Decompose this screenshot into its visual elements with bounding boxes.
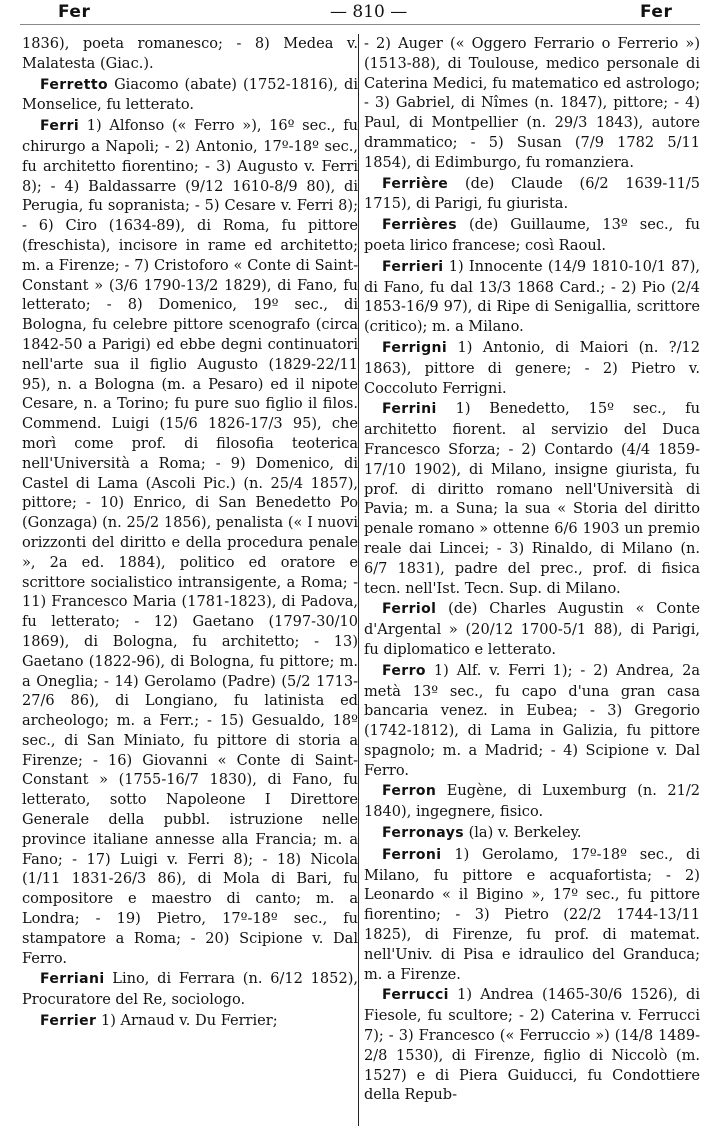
entry-headword: Ferrucci (382, 987, 449, 1004)
entry-text: Eugène, di Luxemburg (n. 21/2 1840), ingegnere, fisico. (364, 782, 701, 821)
entry-headword: Ferri (40, 118, 80, 135)
entry-text: Lino, di Ferrara (n. 6/12 1852), Procuratore del Re, sociologo. (22, 970, 358, 1009)
entry (22, 116, 358, 968)
entry (364, 599, 700, 659)
entry (364, 845, 700, 985)
entry (364, 399, 700, 598)
entry-headword: Ferrière (382, 175, 449, 192)
entry-headword: Ferrigni (382, 339, 448, 356)
entry-headword: Ferrières (382, 217, 457, 234)
entry-text: 1) Benedetto, 15º sec., fu architetto fiorent. al servizio del Duca Francesco Sforza; - 2) Contardo (4/4 1859-17/10 1902), di Milano, insigne giurista, fu prof. di diritto romano nell'Università di Pavia; m. a Suna; la sua « Storia del diritto penale romano » ottenne 6/6 1903 un premio reale dai Lincei; - 3) Rinaldo, di Milano (n. 6/7 1831), padre del prec., prof. di fisica tecn. nell'Ist. Tecn. Sup. di Milano. (364, 400, 701, 597)
entry-headword: Ferron (382, 783, 437, 800)
entry-text: 1) Innocente (14/9 1810-10/1 87), di Fano, fu dal 13/3 1868 Card.; - 2) Pio (2/4 1853-16/9 97), di Ripe di Senigallia, scrittore (critico); m. a Milano. (364, 257, 700, 336)
page-header (0, 0, 718, 24)
entry (22, 969, 358, 1010)
entry (364, 823, 700, 844)
entry (364, 215, 700, 256)
header-rule (20, 24, 700, 25)
entry (364, 338, 700, 398)
page-number: — 810 — (330, 2, 408, 22)
running-head-right: Fer (640, 2, 673, 22)
entry-headword: Ferronays (382, 825, 464, 842)
entry-text: 1) Alf. v. Ferri 1); - 2) Andrea, 2a metà 13º sec., fu capo d'una gran casa bancaria venez. in Eubea; - 3) Gregorio (1742-1812), di Lama in Galizia, fu pittore spagnolo; m. a Madrid; - 4) Scipione v. Dal Ferro. (364, 661, 700, 779)
entry (22, 75, 358, 116)
entry-headword: Ferretto (40, 76, 108, 93)
entry (22, 1011, 358, 1032)
entry-headword: Ferrieri (382, 258, 444, 275)
entry (364, 174, 700, 215)
column-divider (358, 34, 359, 1126)
entry-text: Giacomo (abate) (1752-1816), di Monselice, fu letterato. (22, 75, 358, 114)
entry-text: 1) Antonio, di Maiori (n. ?/12 1863), pittore di genere; - 2) Pietro v. Coccoluto Ferrigni. (364, 338, 701, 397)
entry-text: (de) Charles Augustin « Conte d'Argental » (20/12 1700-5/1 88), di Parigi, fu diplomatico e letterato. (364, 600, 700, 658)
entry-headword: Ferrier (40, 1013, 97, 1030)
entry-text: 1) Arnaud v. Du Ferrier; (100, 1012, 278, 1030)
right-column (364, 34, 700, 1106)
entry-text: 1) Gerolamo, 17º-18º sec., di Milano, fu pittore e acquafortista; - 2) Leonardo « il Bigino », 17º sec., fu pittore fiorentino; - 3) Pietro (22/2 1744-13/11 1825), di Firenze, fu prof. di matemat. nell'Univ. di Pisa e idraulico del Granduca; m. a Firenze. (364, 845, 701, 983)
entry (364, 985, 700, 1105)
entry-text: 1) Alfonso (« Ferro »), 16º sec., fu chirurgo a Napoli; - 2) Antonio, 17º-18º sec., fu architetto fiorentino; - 3) Augusto v. Ferri 8); - 4) Baldassarre (9/12 1610-8/9 80), di Perugia, fu sopranista; - 5) Cesare v. Ferri 8); - 6) Ciro (1634-89), di Roma, fu pittore (freschista), incisore in rame ed architetto; m. a Firenze; - 7) Cristoforo « Conte di Saint-Constant » (3/6 1790-13/2 1829), di Fano, fu letterato; - 8) Domenico, 19º sec., di Bologna, fu celebre pittore scenografo (circa 1842-50 a Parigi) ed ebbe degni continuatori nell'arte sua il figlio Augusto (1829-22/11 95), n. a Bologna (m. a Pesaro) ed il nipote Cesare, n. a Torino; fu pure suo figlio il filos. Commend. Luigi (15/6 1826-17/3 95), che morì come prof. di filosofia teoterica nell'Università a Roma; - 9) Domenico, di Castel di Lama (Ascoli Pic.) (n. 25/4 1857), pittore; - 10) Enrico, di San Benedetto Po (Gonzaga) (n. 25/2 1856), penalista (« I nuovi orizzonti del diritto e della procedura penale », 2a ed. 1884), politico ed oratore e scrittore socialistico intransigente, a Roma; - 11) Francesco Maria (1781-1823), di Padova, fu letterato; - 12) Gaetano (1797-30/10 1869), di Bologna, fu architetto; - 13) Gaetano (1822-96), di Bologna, fu pittore; m. a Oneglia; - 14) Gerolamo (Padre) (5/2 1713-27/6 86), di Longiano, fu latinista ed archeologo; m. a Ferr.; - 15) Gesualdo, 18º sec., di San Miniato, fu pittore di storia a Firenze; - 16) Giovanni « Conte di Saint-Constant » (1755-16/7 1830), di Fano, fu letterato, sotto Napoleone I Direttore Generale della pubbl. istruzione nelle province italiane annesse alla Francia; m. a Fano; - 17) Luigi v. Ferri 8); - 18) Nicola (1/11 1831-26/3 86), di Mola di Bari, fu compositore e maestro di canto; m. a Londra; - 19) Pietro, 17º-18º sec., fu stampatore a Roma; - 20) Scipione v. Dal Ferro. (22, 117, 358, 967)
entry-headword: Ferro (382, 662, 426, 679)
entry-text: - 2) Auger (« Oggero Ferrario o Ferrerio ») (1513-88), di Toulouse, medico personale di Caterina Medici, fu matematico ed astrologo; - 3) Gabriel, di Nîmes (n. 1847), pittore; - 4) Paul, di Montpellier (n. 29/3 1843), autore drammatico; - 5) Susan (7/9 1782 5/11 1854), di Edimburgo, fu romanziera. (364, 35, 700, 171)
entry-text: (la) v. Berkeley. (468, 824, 582, 842)
entry-text: 1) Andrea (1465-30/6 1526), di Fiesole, fu scultore; - 2) Caterina v. Ferrucci 7); - 3) Francesco (« Ferruccio ») (14/8 1489-2/8 1530), di Firenze, figlio di Niccolò (m. 1527) e di Piera Guiducci, fu Condottiere della Repub- (364, 986, 700, 1104)
entry (364, 257, 700, 337)
entry-text: (de) Claude (6/2 1639-11/5 1715), di Parigi, fu giurista. (364, 174, 701, 213)
entry-text: 1836), poeta romanesco; - 8) Medea v. Malatesta (Giac.). (22, 35, 358, 72)
entry-headword: Ferroni (382, 846, 442, 863)
entry-text: (de) Guillaume, 13º sec., fu poeta lirico francese; così Raoul. (364, 216, 701, 254)
entry (364, 781, 700, 822)
entry-headword: Ferrini (382, 401, 437, 418)
entry-continuation (22, 34, 358, 74)
entry-headword: Ferriol (382, 601, 437, 618)
left-column (22, 34, 358, 1033)
entry-headword: Ferriani (40, 971, 105, 988)
running-head-left: Fer (58, 2, 91, 22)
entry (364, 661, 700, 781)
entry-continuation (364, 34, 700, 173)
